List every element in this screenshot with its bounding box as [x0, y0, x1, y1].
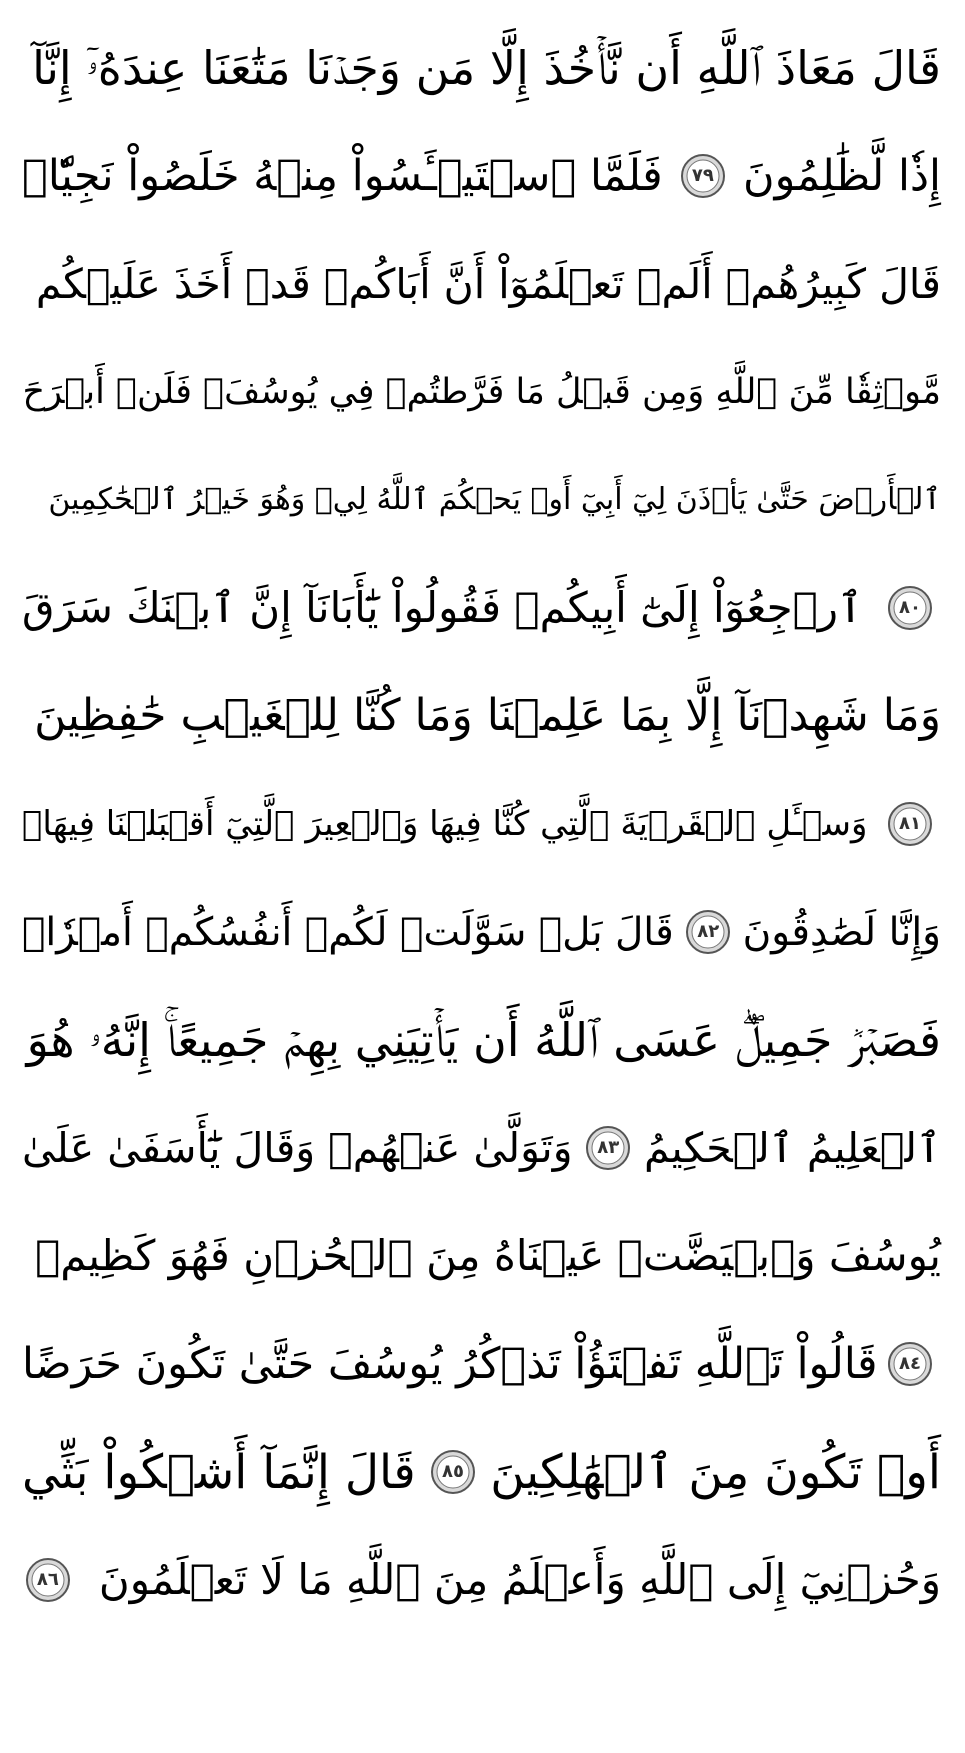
line-text: مَّوۡثِقٗا مِّنَ ٱللَّهِ وَمِن قَبۡلُ مَا فَرَّطتُمۡ فِي يُوسُفَۖ فَلَنۡ أَبۡرَحَ [22, 371, 941, 412]
text-line-10 [22, 986, 941, 1094]
line-text: يُوسُفَ وَٱبۡيَضَّتۡ عَيۡنَاهُ مِنَ ٱلۡحُزۡنِ فَهُوَ كَظِيمٞ [35, 1231, 941, 1280]
ayah-number: ٨٠ [899, 597, 921, 618]
line-text: فَلَمَّا ٱسۡتَيۡـَٔسُواْ مِنۡهُ خَلَصُواْ نَجِيّٗاۖ [22, 150, 663, 201]
text-line-14 [22, 1418, 941, 1526]
line-text: قَالَ إِنَّمَآ أَشۡكُواْ بَثِّي [22, 1444, 416, 1500]
line-text: ٱرۡجِعُوٓاْ إِلَىٰٓ أَبِيكُمۡ فَقُولُواْ يَٰٓأَبَانَآ إِنَّ ٱبۡنَكَ سَرَقَ [22, 583, 863, 632]
text-line-11 [22, 1094, 941, 1202]
text-line-6 [22, 554, 941, 662]
text-line-8 [22, 770, 941, 878]
text-line-2 [22, 122, 941, 230]
ayah-number: ٨٥ [442, 1461, 464, 1482]
line-text: أَوۡ تَكُونَ مِنَ ٱلۡهَٰلِكِينَ [490, 1444, 941, 1500]
ayah-number: ٨١ [899, 813, 921, 834]
line-text: ٱلۡأَرۡضَ حَتَّىٰ يَأۡذَنَ لِيٓ أَبِيٓ أَوۡ يَحۡكُمَ ٱللَّهُ لِيۖ وَهُوَ خَيۡرُ ٱلۡحَٰكِمِينَ [48, 482, 941, 517]
line-text: وَسۡـَٔلِ ٱلۡقَرۡيَةَ ٱلَّتِي كُنَّا فِيهَا وَٱلۡعِيرَ ٱلَّتِيٓ أَقۡبَلۡنَا فِيهَاۖ [22, 804, 868, 844]
ayah-marker [683, 907, 733, 957]
line-text: قَالَ مَعَاذَ ٱللَّهِ أَن نَّأۡخُذَ إِلَّا مَن وَجَدۡنَا مَتَٰعَنَا عِندَهُۥٓ إِنَّآ [32, 41, 941, 95]
ayah-marker [885, 1339, 935, 1389]
text-line-3 [22, 230, 941, 338]
text-line-1 [22, 14, 941, 122]
text-line-4 [22, 338, 941, 446]
text-line-7 [22, 662, 941, 770]
line-text: وَإِنَّا لَصَٰدِقُونَ [742, 909, 941, 955]
ayah-number: ٨٢ [697, 921, 720, 942]
verse-lines [22, 14, 941, 1634]
ayah-marker [23, 1555, 73, 1605]
ayah-marker [678, 151, 728, 201]
line-text: ٱلۡعَلِيمُ ٱلۡحَكِيمُ [643, 1123, 941, 1172]
ayah-marker [885, 799, 935, 849]
line-text: فَصَبۡرٞ جَمِيلٌۖ عَسَى ٱللَّهُ أَن يَأۡتِيَنِي بِهِمۡ جَمِيعًاۚ إِنَّهُۥ هُوَ [26, 1013, 941, 1067]
line-text: وَتَوَلَّىٰ عَنۡهُمۡ وَقَالَ يَٰٓأَسَفَىٰ عَلَىٰ [22, 1123, 573, 1172]
ayah-marker [583, 1123, 633, 1173]
text-line-13 [22, 1310, 941, 1418]
line-text: قَالُواْ تَٱللَّهِ تَفۡتَؤُاْ تَذۡكُرُ يُوسُفَ حَتَّىٰ تَكُونَ حَرَضًا [22, 1338, 878, 1389]
line-text: قَالَ بَلۡ سَوَّلَتۡ لَكُمۡ أَنفُسُكُمۡ أَمۡرٗاۖ [22, 909, 674, 955]
ayah-number: ٨٤ [899, 1353, 921, 1374]
ayah-number: ٨٣ [597, 1137, 620, 1158]
ayah-marker [885, 583, 935, 633]
text-line-15 [22, 1526, 941, 1634]
line-text: قَالَ كَبِيرُهُمۡ أَلَمۡ تَعۡلَمُوٓاْ أَنَّ أَبَاكُمۡ قَدۡ أَخَذَ عَلَيۡكُم [35, 259, 941, 308]
line-text: وَمَا شَهِدۡنَآ إِلَّا بِمَا عَلِمۡنَا وَمَا كُنَّا لِلۡغَيۡبِ حَٰفِظِينَ [34, 690, 941, 741]
ayah-marker [428, 1447, 478, 1497]
line-text: إِذٗا لَّظَٰلِمُونَ [743, 150, 941, 201]
text-line-5 [22, 446, 941, 554]
text-line-12 [22, 1202, 941, 1310]
text-line-9 [22, 878, 941, 986]
line-text: وَحُزۡنِيٓ إِلَى ٱللَّهِ وَأَعۡلَمُ مِنَ ٱللَّهِ مَا لَا تَعۡلَمُونَ [98, 1555, 941, 1604]
ayah-number: ٧٩ [691, 165, 714, 186]
ayah-number: ٨٦ [36, 1569, 59, 1590]
